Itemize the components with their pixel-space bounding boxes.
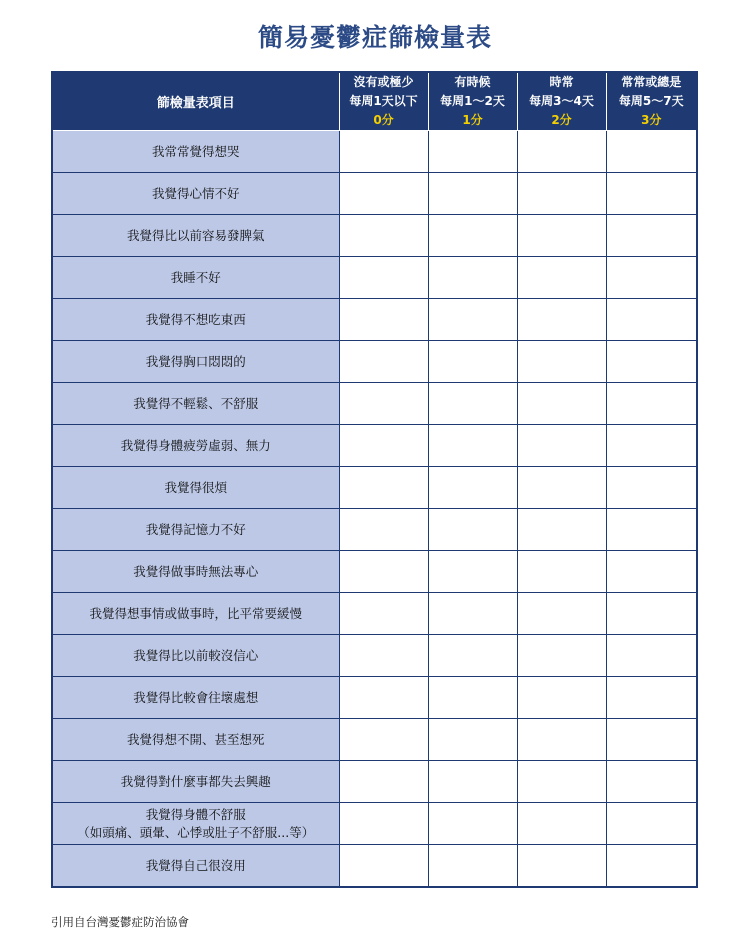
- answer-cell[interactable]: [339, 761, 428, 803]
- option-header-0: [339, 72, 428, 131]
- answer-cell[interactable]: [428, 341, 517, 383]
- answer-cell[interactable]: [339, 425, 428, 467]
- table-row: [52, 467, 697, 509]
- item-label: [52, 719, 339, 761]
- answer-cell[interactable]: [517, 551, 606, 593]
- answer-cell[interactable]: [606, 761, 697, 803]
- option-days: 每周1天以下: [349, 94, 418, 108]
- answer-cell[interactable]: [606, 341, 697, 383]
- answer-cell[interactable]: [339, 509, 428, 551]
- answer-cell[interactable]: [606, 383, 697, 425]
- table-row: [52, 719, 697, 761]
- table-row: [52, 845, 697, 888]
- item-text-note: （如頭痛、頭暈、心悸或肚子不舒服...等）: [77, 824, 315, 840]
- item-text: 我覺得想不開、甚至想死: [126, 731, 265, 747]
- item-text: 我覺得胸口悶悶的: [145, 353, 246, 369]
- table-header-row: [52, 72, 697, 131]
- table-row: [52, 551, 697, 593]
- table-row: [52, 509, 697, 551]
- item-text: 我覺得自己很沒用: [145, 857, 246, 873]
- answer-cell[interactable]: [428, 425, 517, 467]
- answer-cell[interactable]: [428, 593, 517, 635]
- option-frequency: 常常或總是: [621, 75, 682, 89]
- answer-cell[interactable]: [517, 593, 606, 635]
- option-header-1: [428, 72, 517, 131]
- answer-cell[interactable]: [428, 257, 517, 299]
- option-header-2: [517, 72, 606, 131]
- item-label: [52, 761, 339, 803]
- table-row: [52, 215, 697, 257]
- answer-cell[interactable]: [339, 719, 428, 761]
- item-text: 我覺得想事情或做事時，比平常要緩慢: [89, 605, 302, 621]
- answer-cell[interactable]: [339, 341, 428, 383]
- answer-cell[interactable]: [517, 257, 606, 299]
- answer-cell[interactable]: [606, 467, 697, 509]
- item-label: [52, 173, 339, 215]
- item-label: [52, 383, 339, 425]
- item-label: [52, 845, 339, 888]
- item-text: 我覺得不輕鬆、不舒服: [133, 395, 259, 411]
- answer-cell[interactable]: [517, 173, 606, 215]
- answer-cell[interactable]: [606, 845, 697, 888]
- answer-cell[interactable]: [339, 131, 428, 173]
- answer-cell[interactable]: [339, 551, 428, 593]
- item-text: 我覺得比以前較沒信心: [133, 647, 259, 663]
- item-text: 我覺得不想吃東西: [145, 311, 246, 327]
- answer-cell[interactable]: [517, 299, 606, 341]
- source-citation: 引用自台灣憂鬱症防治協會: [51, 915, 189, 929]
- option-header-3: [606, 72, 697, 131]
- answer-cell[interactable]: [517, 803, 606, 845]
- answer-cell[interactable]: [339, 677, 428, 719]
- option-frequency: 沒有或極少: [353, 75, 414, 89]
- option-score: 0分: [373, 113, 394, 127]
- answer-cell[interactable]: [428, 761, 517, 803]
- answer-cell[interactable]: [428, 845, 517, 888]
- item-label: [52, 341, 339, 383]
- answer-cell[interactable]: [517, 677, 606, 719]
- answer-cell[interactable]: [606, 593, 697, 635]
- item-label: [52, 803, 339, 845]
- answer-cell[interactable]: [339, 383, 428, 425]
- answer-cell[interactable]: [606, 677, 697, 719]
- item-text: 我覺得心情不好: [151, 185, 240, 201]
- table-row: [52, 257, 697, 299]
- answer-cell[interactable]: [428, 173, 517, 215]
- table-row: [52, 341, 697, 383]
- answer-cell[interactable]: [606, 173, 697, 215]
- item-text: 我覺得比以前容易發脾氣: [126, 227, 265, 243]
- answer-cell[interactable]: [606, 215, 697, 257]
- answer-cell[interactable]: [428, 635, 517, 677]
- answer-cell[interactable]: [606, 131, 697, 173]
- item-label: [52, 215, 339, 257]
- answer-cell[interactable]: [428, 677, 517, 719]
- table-row: [52, 131, 697, 173]
- item-label: [52, 425, 339, 467]
- answer-cell[interactable]: [428, 299, 517, 341]
- item-text: 我常常覺得想哭: [151, 143, 240, 159]
- item-text: 我覺得身體疲勞虛弱、無力: [120, 437, 271, 453]
- answer-cell[interactable]: [517, 131, 606, 173]
- item-text: 我覺得很煩: [164, 479, 227, 495]
- item-label: [52, 551, 339, 593]
- answer-cell[interactable]: [428, 131, 517, 173]
- answer-cell[interactable]: [339, 215, 428, 257]
- item-label: [52, 131, 339, 173]
- item-label: [52, 509, 339, 551]
- item-label: [52, 467, 339, 509]
- item-column-header: 篩檢量表項目: [52, 72, 339, 131]
- item-label: [52, 677, 339, 719]
- table-row: [52, 383, 697, 425]
- answer-cell[interactable]: [339, 593, 428, 635]
- answer-cell[interactable]: [606, 257, 697, 299]
- answer-cell[interactable]: [339, 845, 428, 888]
- item-text: 我睡不好: [170, 269, 221, 285]
- item-text: 我覺得做事時無法專心: [133, 563, 259, 579]
- answer-cell[interactable]: [517, 635, 606, 677]
- answer-cell[interactable]: [428, 215, 517, 257]
- table-row: [52, 299, 697, 341]
- answer-cell[interactable]: [606, 509, 697, 551]
- option-frequency: 時常: [549, 75, 574, 89]
- option-frequency: 有時候: [454, 75, 491, 89]
- answer-cell[interactable]: [339, 299, 428, 341]
- item-text: 我覺得身體不舒服: [145, 806, 246, 822]
- table-row: [52, 761, 697, 803]
- answer-cell[interactable]: [606, 551, 697, 593]
- item-label: [52, 257, 339, 299]
- item-text: 我覺得比較會往壞處想: [133, 689, 259, 705]
- answer-cell[interactable]: [606, 719, 697, 761]
- answer-cell[interactable]: [517, 509, 606, 551]
- answer-cell[interactable]: [517, 215, 606, 257]
- answer-cell[interactable]: [517, 341, 606, 383]
- item-text: 我覺得對什麼事都失去興趣: [120, 773, 271, 789]
- answer-cell[interactable]: [606, 803, 697, 845]
- item-label: [52, 593, 339, 635]
- answer-cell[interactable]: [517, 425, 606, 467]
- answer-cell[interactable]: [517, 467, 606, 509]
- item-label: [52, 299, 339, 341]
- answer-cell[interactable]: [339, 467, 428, 509]
- option-days: 每周1～2天: [440, 94, 505, 108]
- answer-cell[interactable]: [339, 635, 428, 677]
- page-title: 簡易憂鬱症篩檢量表: [257, 23, 492, 52]
- answer-cell[interactable]: [339, 173, 428, 215]
- answer-cell[interactable]: [339, 803, 428, 845]
- table-row: [52, 425, 697, 467]
- table-row: [52, 677, 697, 719]
- answer-cell[interactable]: [428, 551, 517, 593]
- answer-cell[interactable]: [517, 845, 606, 888]
- item-text: 我覺得記憶力不好: [145, 521, 246, 537]
- answer-cell[interactable]: [606, 425, 697, 467]
- option-score: 1分: [462, 113, 483, 127]
- answer-cell[interactable]: [339, 257, 428, 299]
- table-row: [52, 593, 697, 635]
- option-score: 2分: [551, 113, 572, 127]
- answer-cell[interactable]: [428, 719, 517, 761]
- item-label: [52, 635, 339, 677]
- option-days: 每周5～7天: [618, 94, 684, 108]
- answer-cell[interactable]: [517, 383, 606, 425]
- table-row: [52, 173, 697, 215]
- option-days: 每周3～4天: [529, 94, 594, 108]
- answer-cell[interactable]: [428, 383, 517, 425]
- answer-cell[interactable]: [517, 719, 606, 761]
- answer-cell[interactable]: [428, 803, 517, 845]
- answer-cell[interactable]: [606, 299, 697, 341]
- screening-table: [51, 71, 698, 888]
- table-row: [52, 803, 697, 845]
- answer-cell[interactable]: [428, 509, 517, 551]
- table-row: [52, 635, 697, 677]
- answer-cell[interactable]: [428, 467, 517, 509]
- option-score: 3分: [641, 113, 662, 127]
- answer-cell[interactable]: [517, 761, 606, 803]
- answer-cell[interactable]: [606, 635, 697, 677]
